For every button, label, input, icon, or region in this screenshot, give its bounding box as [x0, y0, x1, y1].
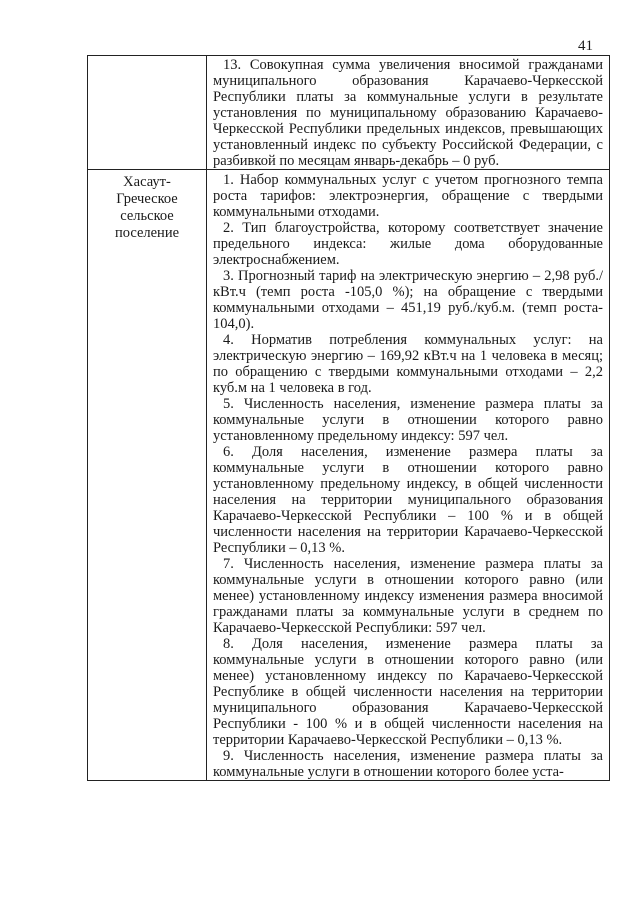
- list-item: 5. Численность населения, изменение размера платы за коммунальные услуги в отношении которого равно установленному предельному индексу: 597 чел.: [213, 396, 603, 444]
- municipal-index-table: [87, 55, 610, 781]
- settlement-name-line: Хасаут-: [123, 174, 171, 190]
- list-item: 3. Прогнозный тариф на электрическую энергию – 2,98 руб./кВт.ч (темп роста -105,0 %); на обращение с твердыми коммунальными отходами – 451,19 руб./куб.м. (темп роста- 104,0).: [213, 268, 603, 332]
- settlement-name-line: сельское: [120, 208, 174, 224]
- table-cell-description: [207, 56, 610, 170]
- table-cell-municipality-empty: [88, 56, 207, 170]
- list-item: 6. Доля населения, изменение размера платы за коммунальные услуги в отношении которого равно установленному предельному индексу, в общей численности населения на территории муниципального образования Карачаево-Черкесской Республики – 100 % и в общей численности населения на территории Карачаево-Черкесской Республики – 0,13 %.: [213, 444, 603, 556]
- settlement-name-line: Греческое: [116, 191, 178, 207]
- page-number: 41: [578, 38, 593, 54]
- table-row: [88, 170, 610, 781]
- list-item: 13. Совокупная сумма увеличения вносимой гражданами муниципального образования Карачаево-Черкесской Республики платы за коммунальные услуги в результате установления по муниципальному образованию Карачаево-Черкесской Республики предельных индексов, превышающих установленный индекс по субъекту Российской Федерации, с разбивкой по месяцам январь-декабрь – 0 руб.: [213, 57, 603, 169]
- table-row: [88, 56, 610, 170]
- list-item: 7. Численность населения, изменение размера платы за коммунальные услуги в отношении которого равно (или менее) установленному индексу изменения размера вносимой гражданами платы за коммунальные услуги в среднем по Карачаево-Черкесской Республики: 597 чел.: [213, 556, 603, 636]
- list-item: 1. Набор коммунальных услуг с учетом прогнозного темпа роста тарифов: электроэнергия, обращение с твердыми коммунальными отходами.: [213, 172, 603, 220]
- table-cell-municipality: [88, 170, 207, 781]
- list-item: 9. Численность населения, изменение размера платы за коммунальные услуги в отношении которого более уста-: [213, 748, 603, 780]
- table-cell-description: [207, 170, 610, 781]
- list-item: 8. Доля населения, изменение размера платы за коммунальные услуги в отношении которого равно (или менее) установленному индексу по Карачаево-Черкесской Республике в общей численности населения на территории муниципального образования Карачаево-Черкесской Республики - 100 % и в общей численности населения на территории Карачаево-Черкесской Республики – 0,13 %.: [213, 636, 603, 748]
- settlement-name: [88, 170, 206, 242]
- list-item: 4. Норматив потребления коммунальных услуг: на электрическую энергию – 169,92 кВт.ч на 1 человека в месяц; по обращению с твердыми коммунальными отходами – 2,2 куб.м на 1 человека в год.: [213, 332, 603, 396]
- settlement-name-line: поселение: [114, 225, 180, 241]
- list-item: 2. Тип благоустройства, которому соответствует значение предельного индекса: жилые дома оборудованные электроснабжением.: [213, 220, 603, 268]
